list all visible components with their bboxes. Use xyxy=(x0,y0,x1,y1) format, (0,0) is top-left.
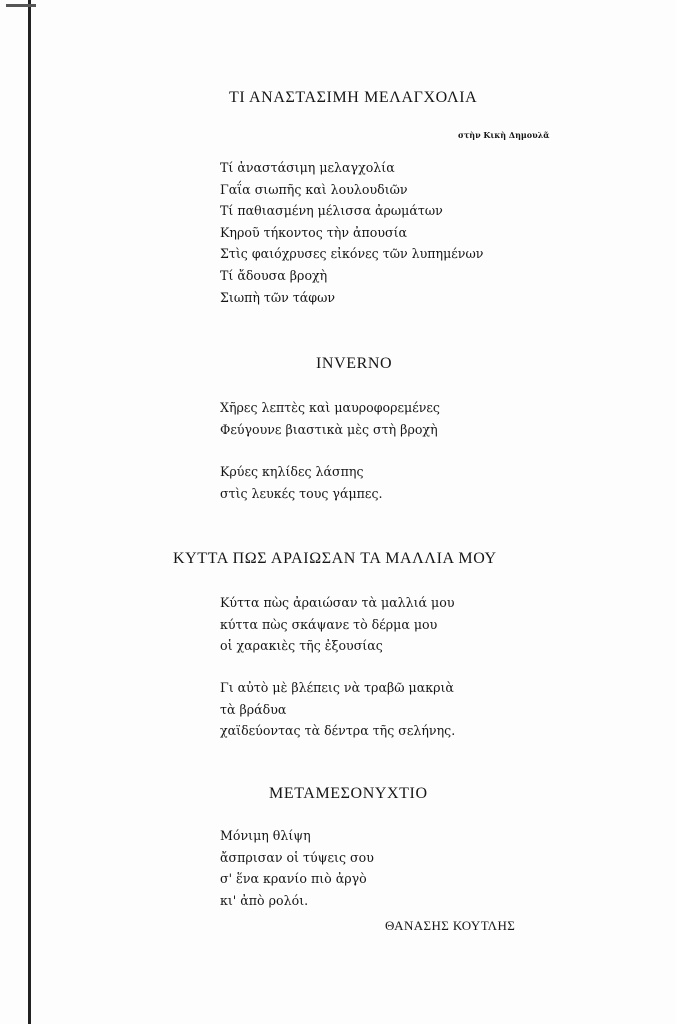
poem-dedication: στὴν Κικὴ Δημουλᾶ xyxy=(458,130,550,140)
page-binding-edge xyxy=(28,0,31,1024)
verse-line: χαϊδεύοντας τὰ δέντρα τῆς σελήνης. xyxy=(220,723,456,739)
verse-line: Κηροῦ τήκοντος τὴν ἀπουσία xyxy=(220,224,408,240)
stanza xyxy=(220,157,483,308)
poem-title: ΤΙ ΑΝΑΣΤΑΣΙΜΗ ΜΕΛΑΓΧΟΛΙΑ xyxy=(229,89,478,106)
stanza xyxy=(220,825,374,911)
verse-line: τὰ βράδυα xyxy=(220,701,287,717)
verse-line: Κρύες κηλίδες λάσπης xyxy=(220,464,364,479)
verse-line: Τί παθιασμένη μέλισσα ἀρωμάτων xyxy=(220,203,443,219)
stanza xyxy=(220,592,455,657)
stanza xyxy=(220,677,455,742)
verse-line: Στὶς φαιόχρυσες εἰκόνες τῶν λυπημένων xyxy=(220,246,484,262)
verse-line: Σιωπὴ τῶν τάφων xyxy=(220,289,336,305)
verse-line: Τί ἀναστάσιμη μελαγχολία xyxy=(220,160,395,175)
stanza xyxy=(220,461,383,504)
verse-line: Τί ἄδουσα βροχὴ xyxy=(220,267,328,283)
verse-line: Γι αὐτὸ μὲ βλέπεις νὰ τραβῶ μακριὰ xyxy=(220,680,454,695)
poem-title: INVERNO xyxy=(316,355,393,372)
verse-line: Κύττα πὼς ἀραιώσαν τὰ μαλλιά μου xyxy=(220,595,455,610)
verse-line: κύττα πὼς σκάψανε τὸ δέρμα μου xyxy=(220,616,438,632)
page-corner-mark xyxy=(6,4,36,7)
verse-line: σ' ἕνα κρανίο πιὸ ἀργὸ xyxy=(220,871,367,887)
verse-line: Χῆρες λεπτὲς καὶ μαυροφορεμένες xyxy=(220,400,440,415)
verse-line: Φεύγουνε βιαστικὰ μὲς στὴ βροχὴ xyxy=(220,421,438,437)
stanza xyxy=(220,397,440,440)
verse-line: οἱ χαρακιὲς τῆς ἐξουσίας xyxy=(220,638,383,654)
verse-line: Μόνιμη θλίψη xyxy=(220,828,311,843)
verse-line: Γαΐα σιωπῆς καὶ λουλουδιῶν xyxy=(220,181,408,197)
verse-line: κι' ἀπὸ ρολόι. xyxy=(220,892,309,908)
verse-line: ἄσπρισαν οἱ τύψεις σου xyxy=(220,849,374,865)
poem-title: ΜΕΤΑΜΕΣΟΝΥΧΤΙΟ xyxy=(269,785,428,802)
poem-title: ΚΥΤΤΑ ΠΩΣ ΑΡΑΙΩΣΑΝ ΤΑ ΜΑΛΛΙΑ ΜΟΥ xyxy=(173,550,497,567)
author-signature: ΘΑΝΑΣΗΣ ΚΟΥΤΛΗΣ xyxy=(385,918,516,933)
verse-line: στὶς λευκές τους γάμπες. xyxy=(220,485,383,501)
